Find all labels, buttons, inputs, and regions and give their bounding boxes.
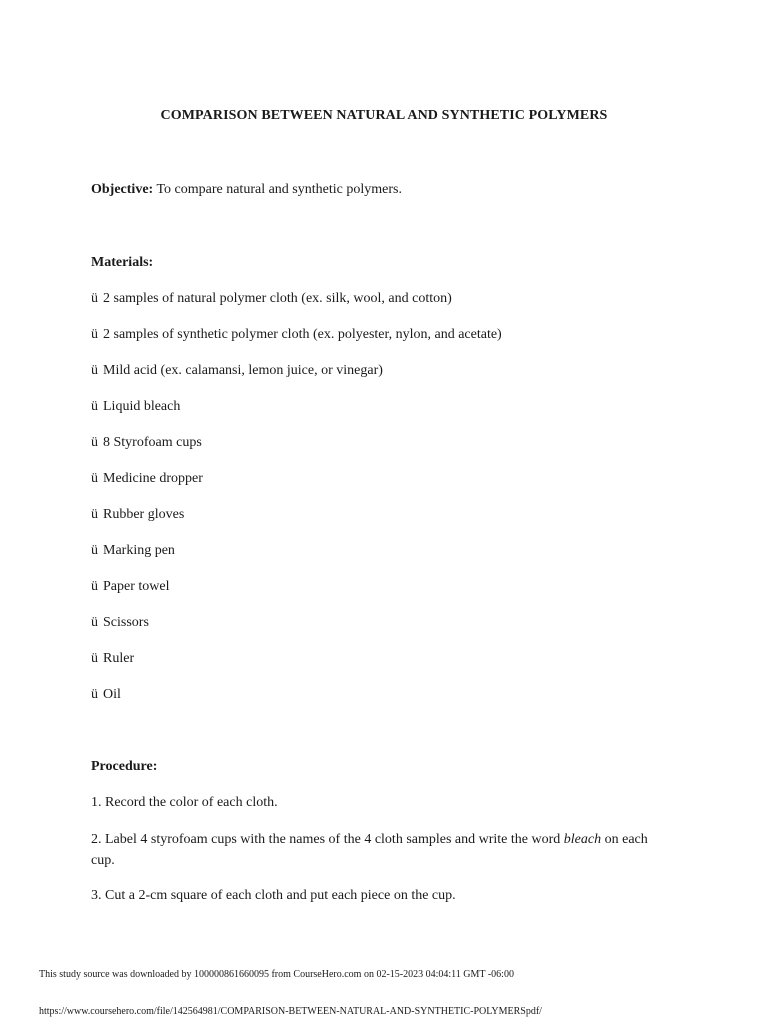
list-item: ü 2 samples of synthetic polymer cloth (ex. polyester, nylon, and acetate) xyxy=(91,327,502,342)
check-bullet-icon: ü xyxy=(91,651,98,666)
list-item: ü Medicine dropper xyxy=(91,471,203,486)
check-bullet-icon: ü xyxy=(91,399,98,414)
check-bullet-icon: ü xyxy=(91,471,98,486)
procedure-step-3: 3. Cut a 2-cm square of each cloth and put each piece on the cup. xyxy=(91,888,456,903)
check-bullet-icon: ü xyxy=(91,435,98,450)
list-item: ü Liquid bleach xyxy=(91,399,181,414)
page-title: COMPARISON BETWEEN NATURAL AND SYNTHETIC POLYMERS xyxy=(160,108,608,123)
procedure-step-2: 2. Label 4 styrofoam cups with the names of the 4 cloth samples and write the word bleach on each cup. xyxy=(91,832,648,868)
objective-text: To compare natural and synthetic polymers. xyxy=(156,182,402,197)
list-item: ü Ruler xyxy=(91,651,135,666)
procedure-step-1: 1. Record the color of each cloth. xyxy=(91,795,278,810)
check-bullet-icon: ü xyxy=(91,291,98,306)
list-item: ü Oil xyxy=(91,687,121,702)
check-bullet-icon: ü xyxy=(91,543,98,558)
list-item: ü 8 Styrofoam cups xyxy=(91,435,202,450)
list-item: ü Scissors xyxy=(91,615,149,630)
materials-heading: Materials: xyxy=(91,255,154,270)
download-source-note: This study source was downloaded by 100000861660095 from CourseHero.com on 02-15-2023 04:04:11 GMT -06:00 xyxy=(39,969,514,980)
check-bullet-icon: ü xyxy=(91,507,98,522)
objective-line xyxy=(91,180,402,200)
source-url-link[interactable]: https://www.coursehero.com/file/142564981/COMPARISON-BETWEEN-NATURAL-AND-SYNTHETIC-POLYMERSpdf/ xyxy=(39,1006,542,1017)
list-item: ü Marking pen xyxy=(91,543,175,558)
check-bullet-icon: ü xyxy=(91,327,98,342)
list-item: ü Rubber gloves xyxy=(91,507,185,522)
check-bullet-icon: ü xyxy=(91,579,98,594)
list-item: ü Mild acid (ex. calamansi, lemon juice, or vinegar) xyxy=(91,363,383,378)
procedure-heading: Procedure: xyxy=(91,759,158,774)
list-item: ü 2 samples of natural polymer cloth (ex. silk, wool, and cotton) xyxy=(91,291,452,306)
check-bullet-icon: ü xyxy=(91,687,98,702)
list-item: ü Paper towel xyxy=(91,579,170,594)
check-bullet-icon: ü xyxy=(91,363,98,378)
objective-label: Objective: xyxy=(91,182,154,197)
check-bullet-icon: ü xyxy=(91,615,98,630)
